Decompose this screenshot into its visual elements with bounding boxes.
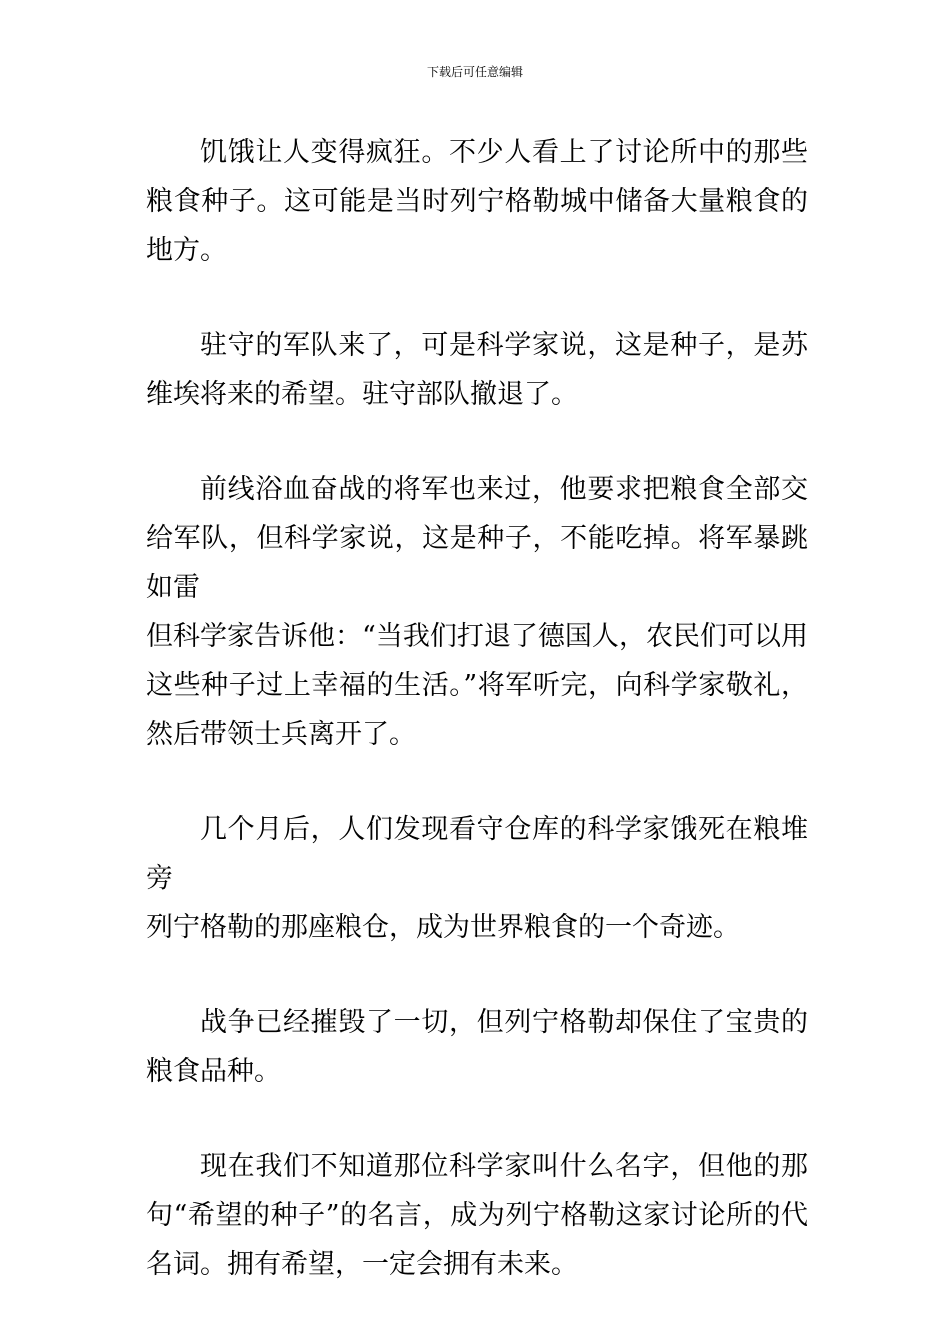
paragraph-4: 几个月后，人们发现看守仓库的科学家饿死在粮堆旁 列宁格勒的那座粮仓，成为世界粮食的一个奇迹。 [146,814,808,943]
paragraph-3: 前线浴血奋战的将军也来过，他要求把粮食全部交给军队，但科学家说，这是种子，不能吃掉。将军暴跳如雷 但科学家告诉他：“当我们打退了德国人，农民们可以用这些种子过上幸福的生活。”将军听完，向科学家敬礼，然后带领士兵离开了。 [146,474,808,750]
page-header: 下载后可任意编辑 [426,65,523,79]
paragraph-5: 战争已经摧毁了一切，但列宁格勒却保住了宝贵的粮食品种。 [146,1007,808,1087]
paragraph-6: 现在我们不知道那位科学家叫什么名字，但他的那句“希望的种子”的名言，成为列宁格勒这家讨论所的代名词。拥有希望，一定会拥有未来。 [146,1151,808,1280]
document-body [146,128,808,1335]
paragraph-2: 驻守的军队来了，可是科学家说，这是种子，是苏维埃将来的希望。驻守部队撤退了。 [146,330,808,410]
paragraph-1: 饥饿让人变得疯狂。不少人看上了讨论所中的那些粮食种子。这可能是当时列宁格勒城中储备大量粮食的地方。 [146,137,808,266]
